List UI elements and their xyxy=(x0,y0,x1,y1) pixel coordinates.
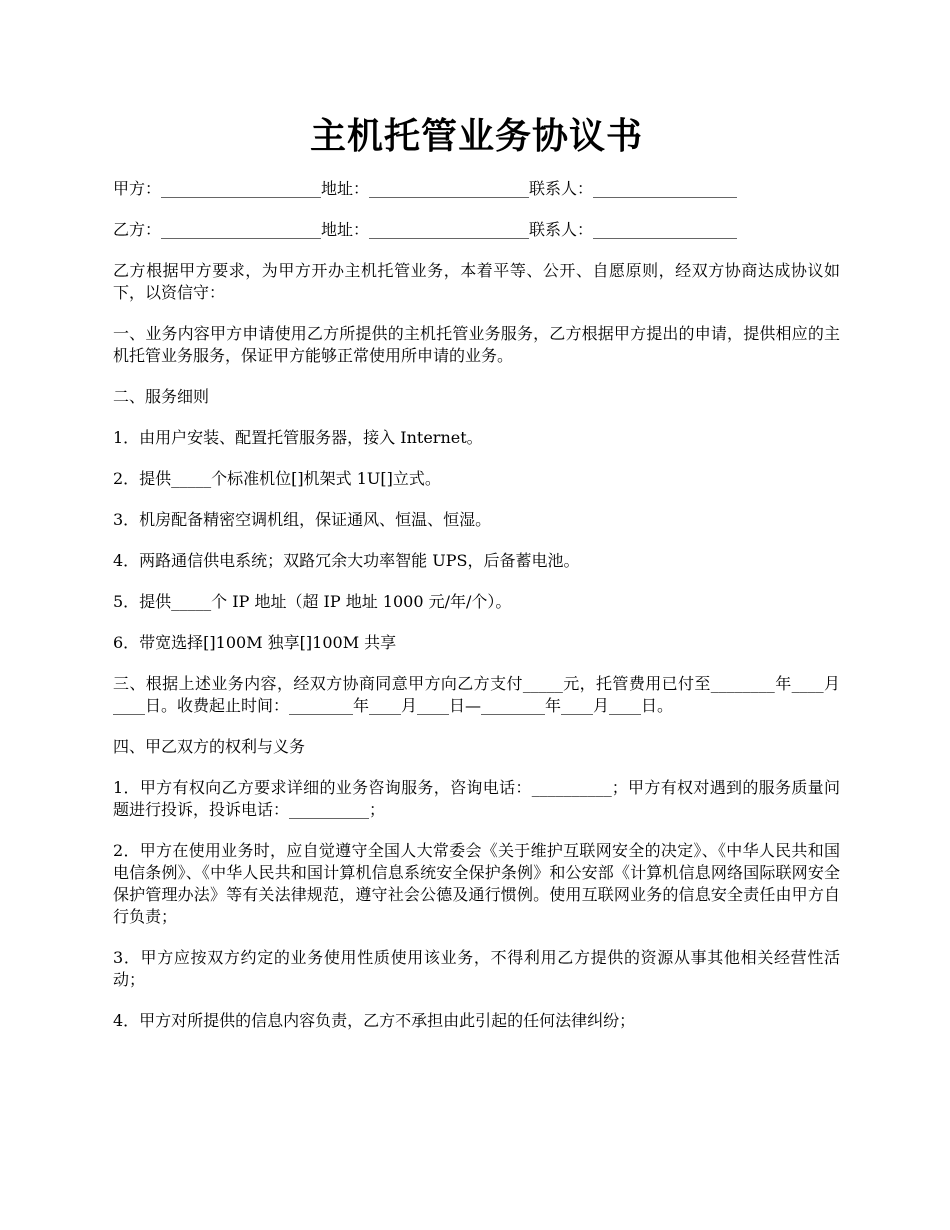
section-3-paragraph: 三、根据上述业务内容，经双方协商同意甲方向乙方支付_____元，托管费用已付至________年____月____日。收费起止时间：________年____月____日—________年____月____日。 xyxy=(113,674,840,715)
service-item-3: 3．机房配备精密空调机组，保证通风、恒温、恒湿。 xyxy=(113,510,492,529)
rights-item-4: 4．甲方对所提供的信息内容负责，乙方不承担由此引起的任何法律纠纷； xyxy=(113,1011,636,1030)
intro-paragraph: 乙方根据甲方要求，为甲方开办主机托管业务，本着平等、公开、自愿原则，经双方协商达成协议如下，以资信守： xyxy=(113,261,840,302)
rights-item-1: 1．甲方有权向乙方要求详细的业务咨询服务，咨询电话：__________；甲方有权对遇到的服务质量问题进行投诉，投诉电话：__________； xyxy=(113,778,840,819)
document-page xyxy=(113,108,840,1051)
service-item-1: 1．由用户安装、配置托管服务器，接入 Internet。 xyxy=(113,428,483,447)
party-b-line: 乙方：____________________地址：____________________联系人：__________________ xyxy=(113,220,738,239)
party-a-line: 甲方：____________________地址：____________________联系人：__________________ xyxy=(113,179,738,198)
service-item-2: 2．提供_____个标准机位[]机架式 1U[]立式。 xyxy=(113,469,441,488)
section-4-heading: 四、甲乙双方的权利与义务 xyxy=(113,737,306,756)
section-2-heading: 二、服务细则 xyxy=(113,387,210,406)
rights-item-2: 2．甲方在使用业务时，应自觉遵守全国人大常委会《关于维护互联网安全的决定》、《中华人民共和国电信条例》、《中华人民共和国计算机信息系统安全保护条例》和公安部《计算机信息网络国际联网安全保护管理办法》等有关法律规范，遵守社会公德及通行惯例。使用互联网业务的信息安全责任由甲方自行负责； xyxy=(113,841,840,926)
rights-item-3: 3．甲方应按双方约定的业务使用性质使用该业务，不得利用乙方提供的资源从事其他相关经营性活动； xyxy=(113,948,840,989)
document-title: 主机托管业务协议书 xyxy=(309,115,643,157)
service-item-5: 5．提供_____个 IP 地址（超 IP 地址 1000 元/年/个）。 xyxy=(113,592,512,611)
service-item-6: 6．带宽选择[]100M 独享[]100M 共享 xyxy=(113,633,397,652)
section-1-paragraph: 一、业务内容甲方申请使用乙方所提供的主机托管业务服务，乙方根据甲方提出的申请，提供相应的主机托管业务服务，保证甲方能够正常使用所申请的业务。 xyxy=(113,324,840,365)
service-item-4: 4．两路通信供电系统；双路冗余大功率智能 UPS，后备蓄电池。 xyxy=(113,551,580,570)
